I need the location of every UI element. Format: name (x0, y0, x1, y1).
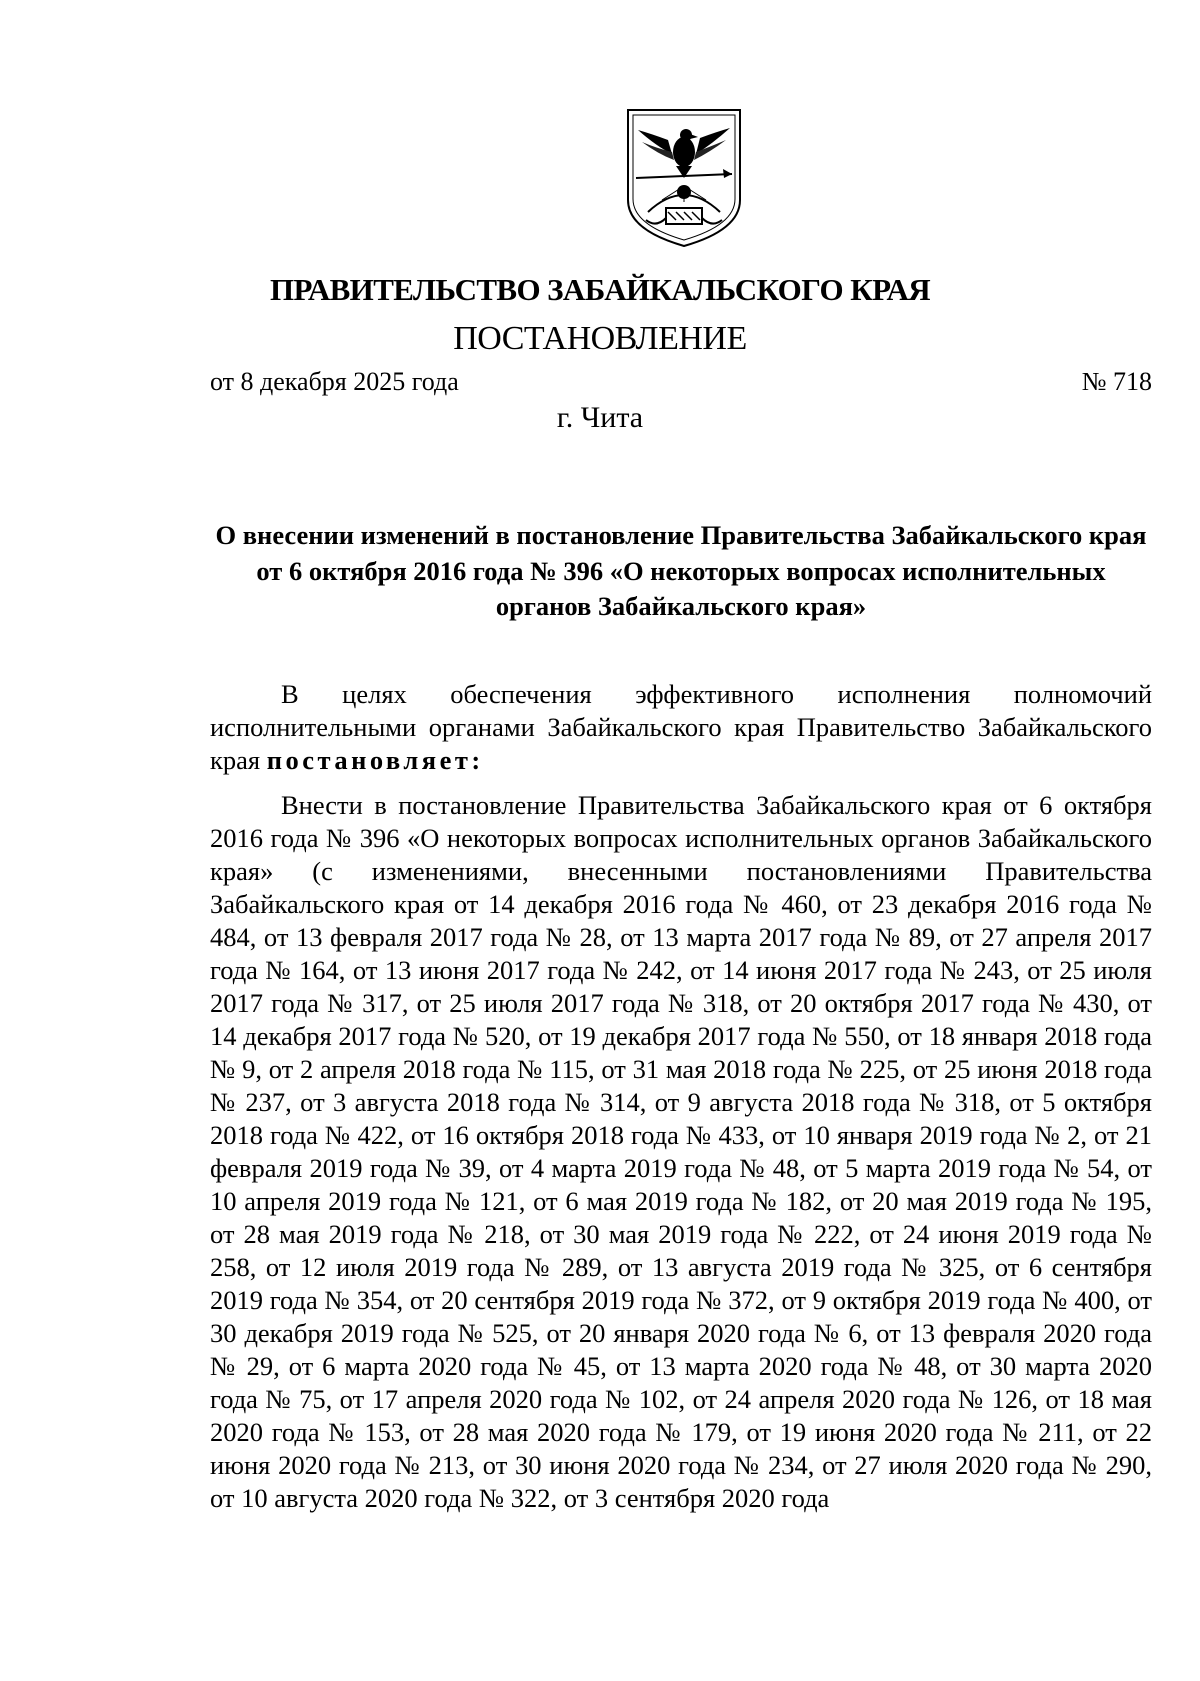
preamble-text: В целях обеспечения эффективного исполнения полномочий исполнительными органами Забайкальского края Правительство Забайкальского края (210, 679, 1152, 775)
document-body (210, 678, 1152, 1527)
organization-name: ПРАВИТЕЛЬСТВО ЗАБАЙКАЛЬСКОГО КРАЯ (269, 272, 931, 307)
document-number: № 718 (1081, 367, 1152, 396)
preamble-keyword: постановляет: (266, 745, 484, 775)
document-title: О внесении изменений в постановление Правительства Забайкальского края от 6 октября 2016 года № 396 «О некоторых вопросах исполнительных органов Забайкальского края» (215, 520, 1147, 621)
main-paragraph: Внести в постановление Правительства Забайкальского края от 6 октября 2016 года № 396 «О некоторых вопросах исполнительных органов Забайкальского края» (с изменениями, внесенными постановлениями Правительства Забайкальского края от 14 декабря 2016 года № 460, от 23 декабря 2016 года № 484, от 13 февраля 2017 года № 28, от 13 марта 2017 года № 89, от 27 апреля 2017 года № 164, от 13 июня 2017 года № 242, от 14 июня 2017 года № 243, от 25 июля 2017 года № 317, от 25 июля 2017 года № 318, от 20 октября 2017 года № 430, от 14 декабря 2017 года № 520, от 19 декабря 2017 года № 550, от 18 января 2018 года № 9, от 2 апреля 2018 года № 115, от 31 мая 2018 года № 225, от 25 июня 2018 года № 237, от 3 августа 2018 года № 314, от 9 августа 2018 года № 318, от 5 октября 2018 года № 422, от 16 октября 2018 года № 433, от 10 января 2019 года № 2, от 21 февраля 2019 года № 39, от 4 марта 2019 года № 48, от 5 марта 2019 года № 54, от 10 апреля 2019 года № 121, от 6 мая 2019 года № 182, от 20 мая 2019 года № 195, от 28 мая 2019 года № 218, от 30 мая 2019 года № 222, от 24 июня 2019 года № 258, от 12 июля 2019 года № 289, от 13 августа 2019 года № 325, от 6 сентября 2019 года № 354, от 20 сентября 2019 года № 372, от 9 октября 2019 года № 400, от 30 декабря 2019 года № 525, от 20 января 2020 года № 6, от 13 февраля 2020 года № 29, от 6 марта 2020 года № 45, от 13 марта 2020 года № 48, от 30 марта 2020 года № 75, от 17 апреля 2020 года № 102, от 24 апреля 2020 года № 126, от 18 мая 2020 года № 153, от 28 мая 2020 года № 179, от 19 июня 2020 года № 211, от 22 июня 2020 года № 213, от 30 июня 2020 года № 234, от 27 июля 2020 года № 290, от 10 августа 2020 года № 322, от 3 сентября 2020 года (210, 790, 1152, 1513)
document-type: ПОСТАНОВЛЕНИЕ (453, 320, 747, 357)
coat-of-arms-icon (622, 104, 746, 252)
document-city: г. Чита (556, 401, 644, 434)
preamble-paragraph (210, 678, 1152, 777)
document-date: от 8 декабря 2025 года (210, 367, 459, 396)
